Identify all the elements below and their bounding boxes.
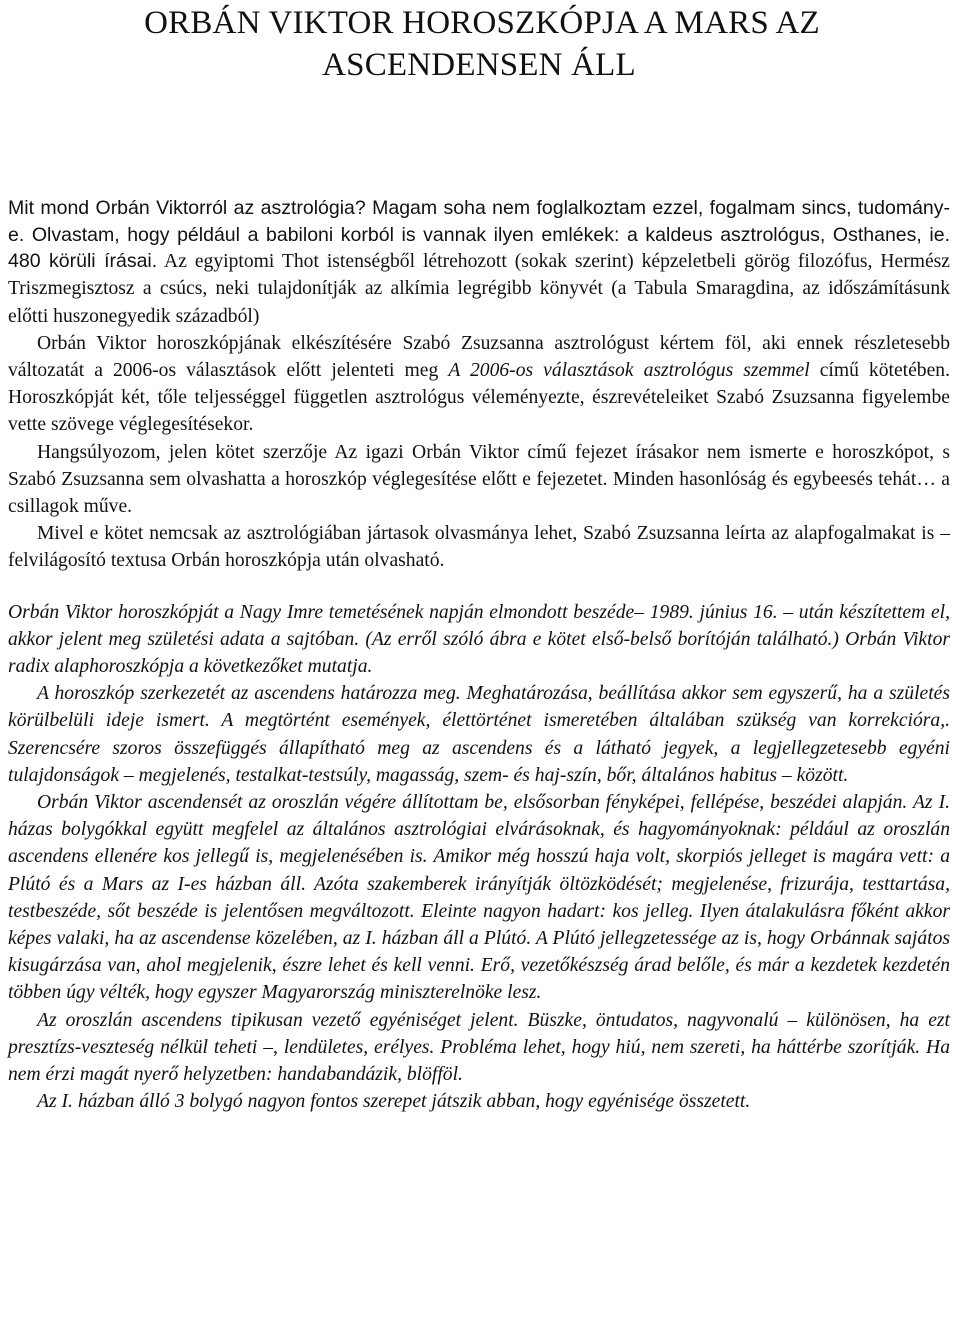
paragraph-commission-text-a: Orbán Viktor horoszkópjának elkészítésére Szabó Zsuzsanna asztrológust kértem föl, aki ennek részletesebb változatát a 2006-os választások előtt jelenteti meg	[8, 332, 950, 381]
book-title: A 2006-os választások asztrológus szemmel	[448, 360, 810, 381]
italic-paragraph-1-text: Orbán Viktor horoszkópját a Nagy Imre temetésének napján elmondott beszéde– 1989. június 16. – után készítettem el, akkor jelent meg születési adata a sajtóban. (Az erről szóló ábra e kötet első-belső borítóján található.) Orbán Viktor radix alaphoroszkópja a következőket mutatja.	[8, 601, 950, 678]
paragraph-commission	[8, 330, 950, 439]
intro-paragraph	[8, 195, 950, 330]
paragraph-commission-text-b: című kötetében. Horoszkópját két, tőle teljességgel független asztrológus véleményezte, észrevételeiket Szabó Zsuzsanna figyelembe vette szövege véglegesítésekor.	[8, 360, 950, 436]
italic-paragraph-3-text: Orbán Viktor ascendensét az oroszlán végére állítottam be, elsősorban fényképei, fellépése, beszédei alapján. Az I. házas bolygókkal együtt megfelel az általános asztrológiai elvárásoknak, és hagyományoknak: például az oroszlán ascendens ellenére kos jellegű is, megjelenésében is. Amikor még hosszú haja volt, skorpiós jelleget is magára vett: a Plútó és a Mars az I-es házban áll. Azóta szakemberek irányítják öltözködését; megjelenése, frizurája, testtartása, testbeszéde, sőt beszéde is jelentősen megváltozott. Eleinte nagyon hadart: kos jelleg. Ilyen átalakulásra főként akkor képes valaki, ha az ascendense közelében, az I. házban áll a Plútó. A Plútó jellegzetessége az is, hogy Orbánnak sajátos kisugárzása van, ahol megjelenik, észre lehet és kell venni. Erő, vezetőkészség árad belőle, és már a kezdetek kezdetén többen úgy vélték, hogy egyszer Magyarország miniszterelnöke lesz.	[8, 792, 950, 1004]
italic-paragraph-4-text: Az oroszlán ascendens tipikusan vezető egyéniséget jelent. Büszke, öntudatos, nagyvonalú – különösen, ha ezt presztízs-veszteség nélkül teheti –, lendületes, erélyes. Probléma lehet, hogy hiú, nem szereti, ha háttérbe szorítják. Ha nem érzi magát nyerő helyzetben: handabandázik, blöfföl.	[8, 1009, 950, 1086]
paragraph-basics: Mivel e kötet nemcsak az asztrológiában jártasok olvasmánya lehet, Szabó Zsuzsanna leírta az alapfogalmakat is – felvilágosító textusa Orbán horoszkópja után olvasható.	[8, 523, 950, 572]
italic-paragraph-3	[8, 789, 950, 1007]
italic-paragraph-5	[8, 1088, 950, 1115]
document-title	[8, 0, 950, 86]
title-line-2: ASCENDENSEN ÁLL	[322, 47, 636, 83]
italic-paragraph-4	[8, 1007, 950, 1089]
intro-sans-text: Mit mond Orbán Viktorról az asztrológia? Magam soha nem foglalkoztam ezzel, fogalmam sincs, tudomány-e. Olvastam, hogy például a babiloni korból is vannak ilyen emlékek: a kaldeus asztrológus, Osthanes, ie. 480 körüli írásai.	[8, 197, 950, 273]
italic-paragraph-2-text: A horoszkóp szerkezetét az ascendens határozza meg. Meghatározása, beállítása akkor sem egyszerű, ha a születés körülbelüli ideje ismert. A megtörtént események, élettörténet ismeretében általában szükség van korrekcióra,. Szerencsére szoros összefüggés állapítható meg az ascendens és a látható jegyek, a legjellegzetesebb egyéni tulajdonságok – megjelenés, testalkat-testsúly, magasság, szem- és haj-szín, bőr, általános habitus – között.	[8, 683, 950, 786]
paragraph-disclaimer: Hangsúlyozom, jelen kötet szerzője Az igazi Orbán Viktor című fejezet írásakor nem ismerte e horoszkópot, s Szabó Zsuzsanna sem olvashatta a horoszkóp véglegesítése előtt e fejezetet. Minden hasonlóság és egybeesés tehát… a csillagok műve.	[8, 441, 950, 518]
italic-paragraph-2	[8, 680, 950, 789]
italic-paragraph-1	[8, 599, 950, 681]
title-line-1: ORBÁN VIKTOR HOROSZKÓPJA A MARS AZ	[144, 5, 820, 41]
italic-paragraph-5-text: Az I. házban álló 3 bolygó nagyon fontos szerepet játszik abban, hogy egyénisége összetett.	[37, 1091, 751, 1113]
intro-serif-text: Az egyiptomi Thot istenségből létrehozott (sokak szerint) képzeletbeli görög filozófus, Hermész Triszmegisztosz a csúcs, neki tulajdonítják az alkímia legrégibb könyvét (a Tabula Smaragdina, az időszámításunk előtti huszonegyedik századból)	[8, 251, 950, 327]
